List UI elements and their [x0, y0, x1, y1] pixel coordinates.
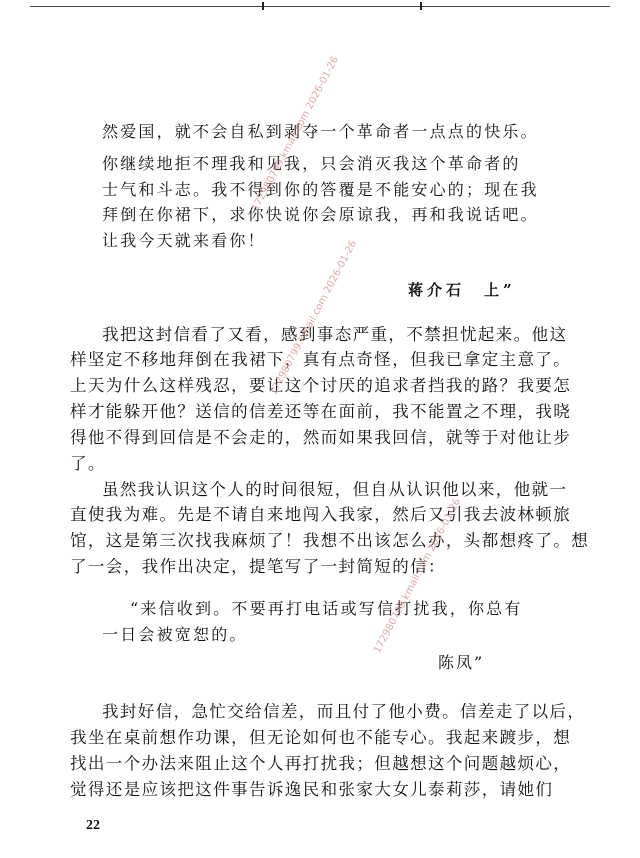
paragraph-line: 馆，这是第三次找我麻烦了！我想不出该怎么办，头都想疼了。想: [70, 531, 590, 550]
top-edge-mark: [420, 2, 422, 10]
paragraph-line: 了一会，我作出决定，提笔写了一封简短的信：: [70, 557, 446, 576]
paragraph-line: 了。: [70, 454, 106, 473]
page-number: 22: [86, 818, 100, 833]
watermark: 172980799.kmail.com 2026-01-26: [372, 496, 464, 656]
paragraph-line: 样坚定不移地拜倒在我裙下，真有点奇怪，但我已拿定主意了。: [70, 350, 572, 369]
paragraph-line: 虽然我认识这个人的时间很短，但自从认识他以来，他就一: [102, 480, 568, 499]
paragraph-line: 样才能躲开他？送信的信差还等在面前，我不能置之不理，我晓: [70, 402, 572, 421]
top-edge-line: [30, 6, 610, 7]
paragraph-line: 直使我为难。先是不请自来地闯入我家，然后又引我去波林顿旅: [70, 505, 572, 524]
reply-signature: 陈凤”: [438, 653, 485, 672]
paragraph-line: 我坐在桌前想作功课，但无论如何也不能专心。我起来踱步，想: [70, 728, 572, 747]
letter-signature: 蒋介石 上”: [408, 281, 516, 299]
paragraph-line: 我把这封信看了又看，感到事态严重，不禁担忧起来。他这: [102, 325, 568, 344]
letter-line: 让我今天就来看你！: [102, 231, 266, 250]
letter-line: 士气和斗志。我不得到你的答覆是不能安心的；现在我: [102, 180, 539, 199]
letter-line: 然爱国，就不会自私到剥夺一个革命者一点点的快乐。: [102, 122, 539, 141]
top-edge-mark: [262, 2, 264, 10]
paragraph-line: 得他不得到回信是不会走的，然而如果我回信，就等于对他让步: [70, 428, 572, 447]
letter-line: 拜倒在你裙下，求你快说你会原谅我，再和我说话吧。: [102, 205, 539, 224]
watermark: 172980799.kmail.com 2026-01-26: [250, 54, 342, 214]
reply-line: 一日会被宽恕的。: [102, 625, 248, 644]
paragraph-line: 上天为什么这样残忍，要让这个讨厌的追求者挡我的路？我要怎: [70, 376, 572, 395]
reply-line: “来信收到。不要再打电话或写信打扰我，你总有: [130, 599, 523, 618]
letter-line: 你继续地拒不理我和见我，只会消灭我这个革命者的: [102, 154, 521, 173]
watermark: 172980799.kmail.com 2026-01-26: [268, 238, 360, 398]
paragraph-line: 找出一个办法来阻止这个人再打扰我；但越想这个问题越烦心，: [70, 754, 572, 773]
paragraph-line: 觉得还是应该把这件事告诉逸民和张家大女儿泰莉莎，请她们: [70, 780, 554, 799]
paragraph-line: 我封好信，急忙交给信差，而且付了他小费。信差走了以后，: [102, 702, 586, 721]
